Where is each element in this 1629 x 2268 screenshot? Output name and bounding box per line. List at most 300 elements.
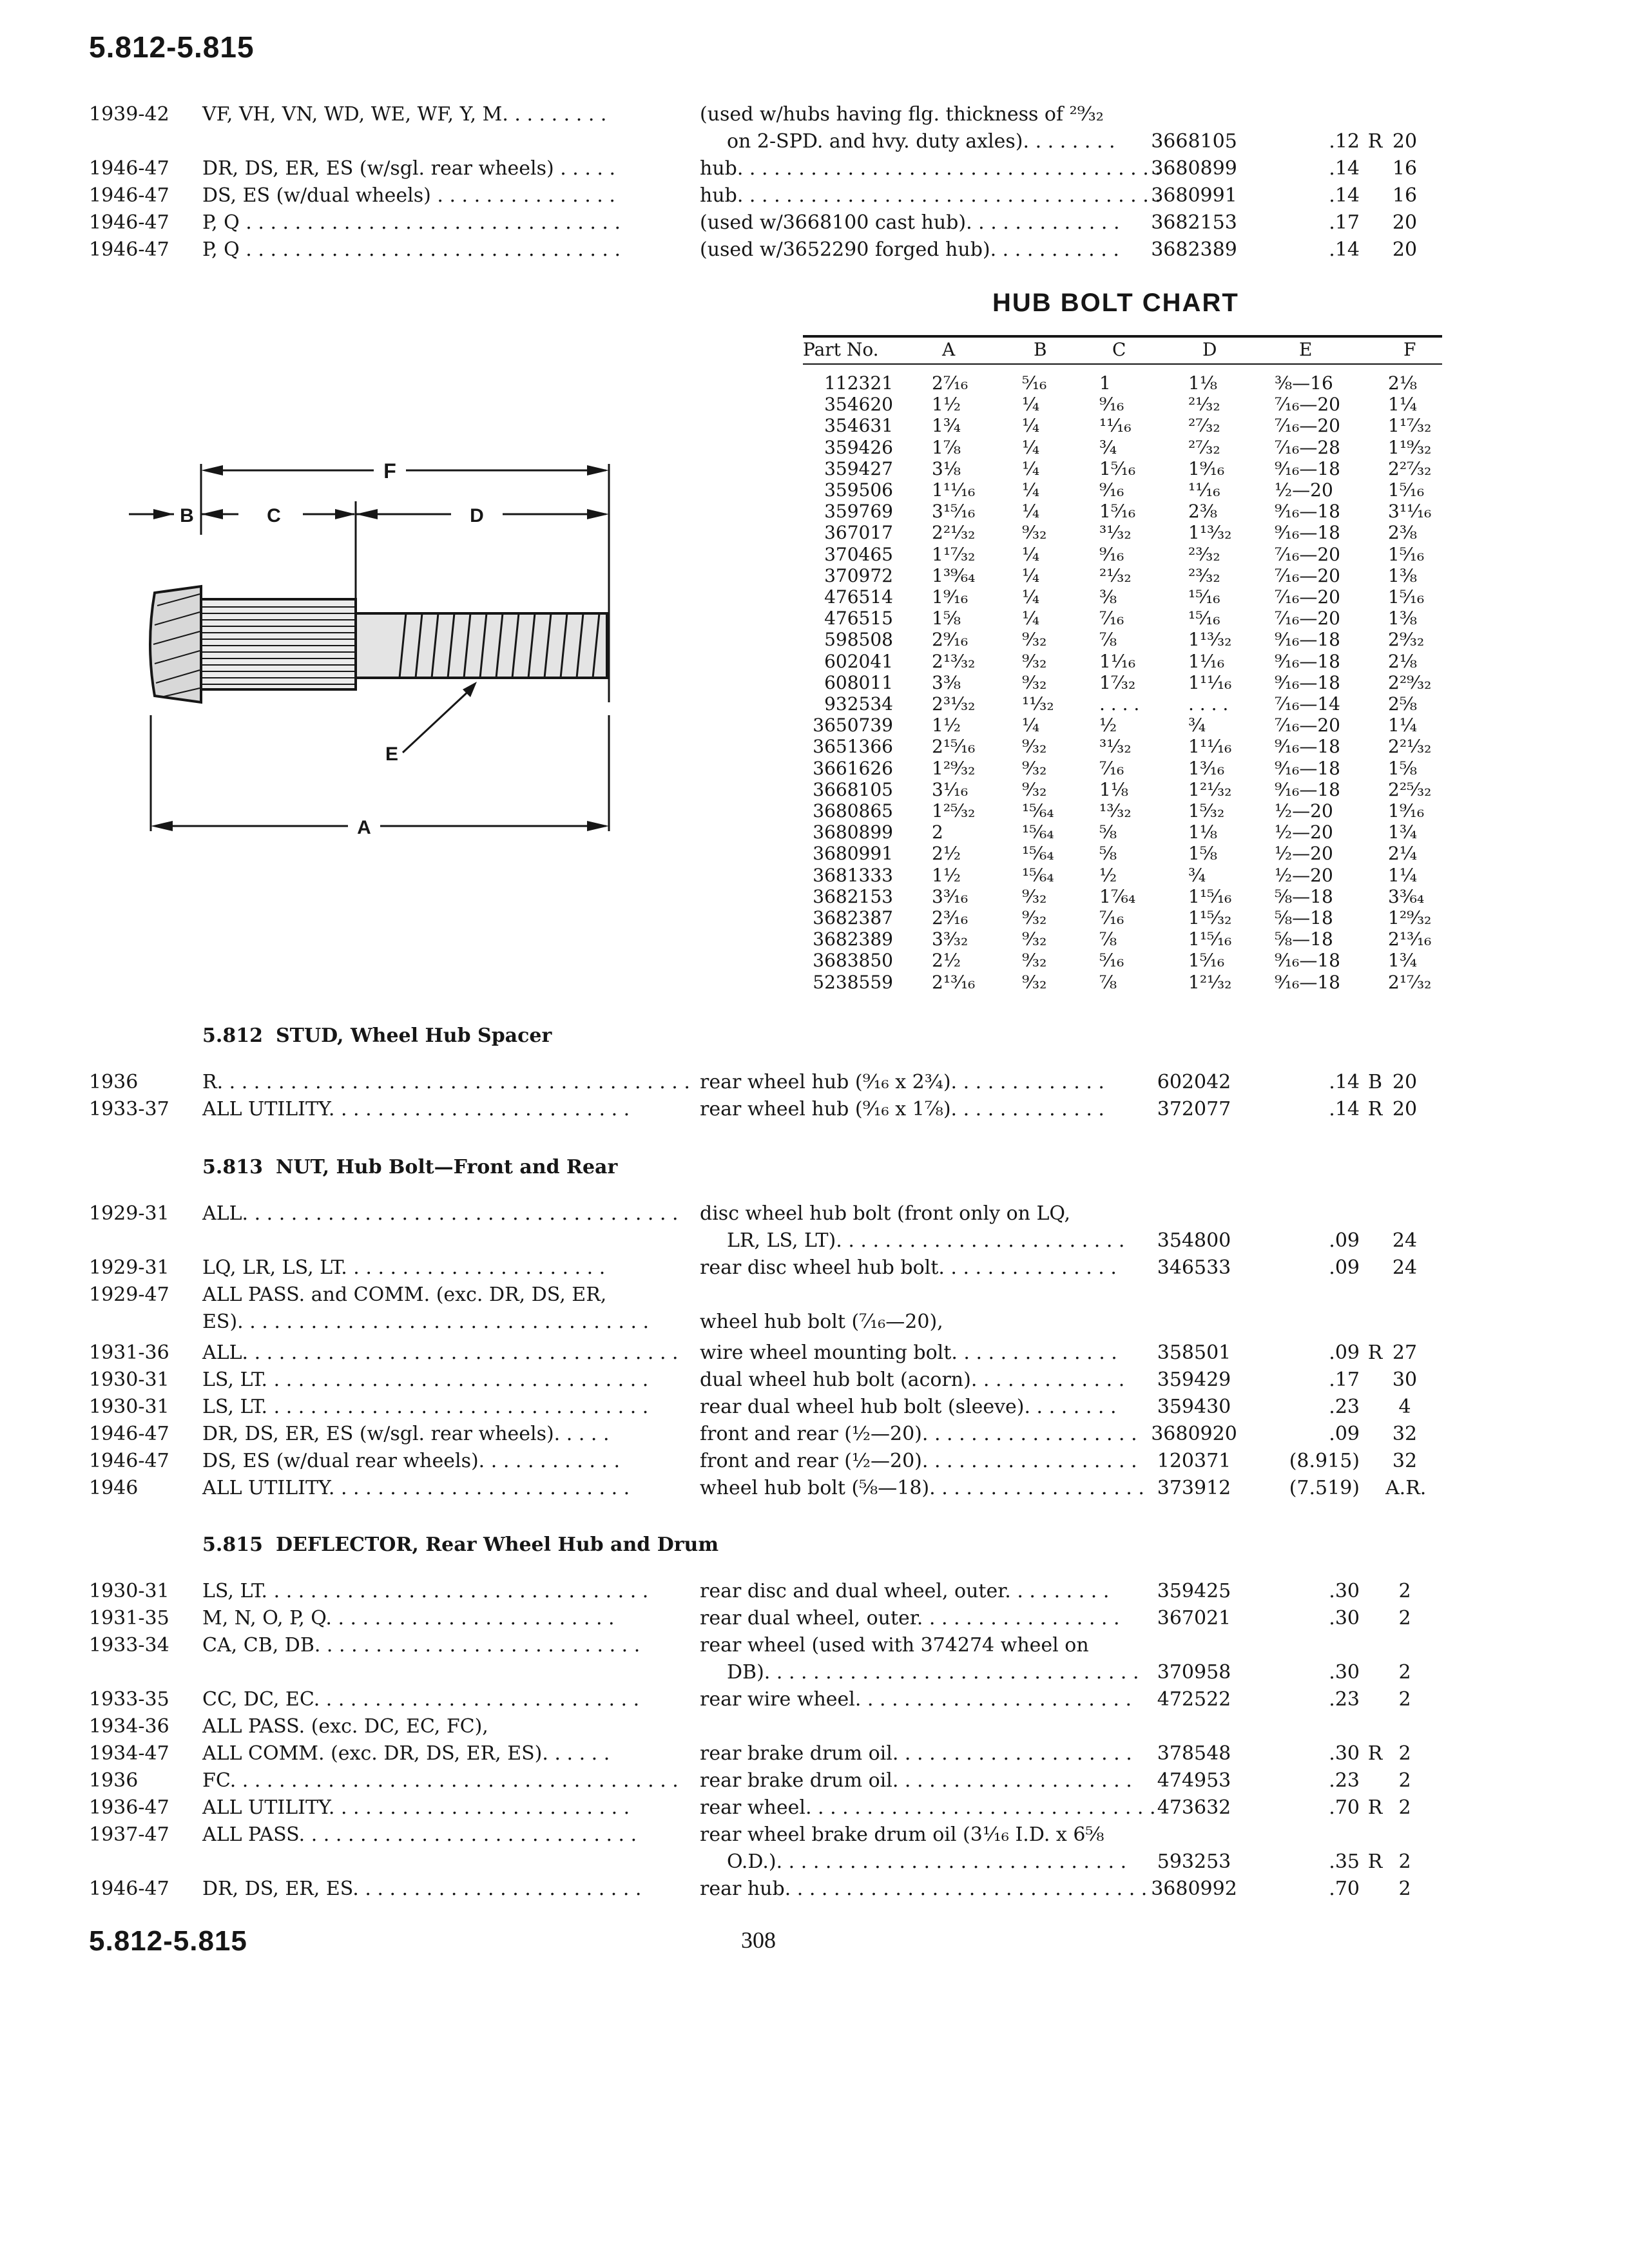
cell-c: ⁷⁄₁₆ [1099,757,1124,779]
cell-e: ½—20 [1275,479,1333,501]
cell-c: ½ [1099,864,1117,886]
row-description: wheel hub bolt (⅝—18). . . . . . . . . . . . . . . . . . [700,1477,1144,1499]
cell-e: ⅜—16 [1275,372,1333,394]
section-number: 5.813 [202,1156,263,1178]
row-description: rear wheel (used with 374274 wheel on [700,1634,1089,1657]
cell-a: 2³⁄₁₆ [932,907,969,928]
part-row [0,1448,1629,1474]
cell-b: ¼ [1022,479,1040,501]
row-quantity: 2 [1398,1607,1411,1629]
row-r-code: R [1367,1742,1383,1765]
col-header-a: A [942,339,956,360]
row-year: 1937-47 [89,1823,169,1846]
row-part-number: 472522 [1157,1688,1231,1711]
row-models: CC, DC, EC. . . . . . . . . . . . . . . . . . . . . . . . . . . [202,1688,640,1711]
cell-part-no: 3680991 [813,843,893,865]
cell-f: 1⁹⁄₁₆ [1388,800,1425,822]
cell-d: 1²¹⁄₃₂ [1188,778,1232,800]
dim-b-label: B [180,505,194,526]
row-year: 1931-35 [89,1607,169,1629]
cell-b: ⁹⁄₃₂ [1022,928,1047,950]
row-price: .09 [1329,1229,1360,1252]
cell-e: ⁹⁄₁₆—18 [1275,736,1340,758]
row-quantity: A.R. [1385,1477,1427,1499]
row-models: ALL UTILITY. . . . . . . . . . . . . . . . . . . . . . . . . [202,1477,630,1499]
row-description: rear disc and dual wheel, outer. . . . . . . . . [700,1580,1110,1602]
cell-b: ⁹⁄₃₂ [1022,736,1047,758]
cell-d: ¾ [1188,715,1206,736]
cell-c: ⁹⁄₁₆ [1099,479,1124,501]
cell-e: ⁷⁄₁₆—20 [1275,715,1340,736]
row-year: 1931-36 [89,1341,169,1364]
cell-c: ⅜ [1099,586,1117,608]
cell-part-no: 476515 [824,608,893,629]
row-price: .09 [1329,1256,1360,1279]
row-description: rear wheel brake drum oil (3¹⁄₁₆ I.D. x 6⅝ [700,1823,1104,1846]
row-year: 1930-31 [89,1369,169,1391]
cell-e: ⁷⁄₁₆—20 [1275,415,1340,437]
cell-part-no: 3651366 [813,736,893,758]
row-description: (used w/3668100 cast hub). . . . . . . . . . . . . [700,211,1120,234]
row-year: 1929-31 [89,1256,169,1279]
row-models: FC. . . . . . . . . . . . . . . . . . . . . . . . . . . . . . . . . . . . . [202,1769,679,1792]
cell-a: 1²⁹⁄₃₂ [932,757,976,779]
cell-a: 1½ [932,394,961,416]
row-description: rear hub. . . . . . . . . . . . . . . . . . . . . . . . . . . . . . [700,1878,1148,1900]
cell-d: 1³⁄₁₆ [1188,757,1225,779]
row-models: ALL PASS. and COMM. (exc. DR, DS, ER, [202,1283,607,1306]
cell-b: ⁹⁄₃₂ [1022,778,1047,800]
cell-d: ²³⁄₃₂ [1188,543,1220,565]
cell-part-no: 3681333 [813,864,893,886]
row-r-code: R [1367,1796,1383,1819]
dim-d-label: D [470,505,484,526]
row-part-number: 3680899 [1151,157,1237,180]
cell-c: ¹¹⁄₁₆ [1099,415,1132,437]
cell-d: 1¹⁵⁄₁₆ [1188,928,1232,950]
row-year: 1939-42 [89,103,169,126]
row-price: .30 [1329,1607,1360,1629]
cell-d: 1¹⁵⁄₁₆ [1188,885,1232,907]
row-quantity: 24 [1392,1256,1418,1279]
row-part-number: 370958 [1157,1661,1231,1684]
cell-b: ¼ [1022,715,1040,736]
row-part-number: 3682153 [1151,211,1237,234]
row-part-number: 359429 [1157,1369,1231,1391]
cell-c: ⁷⁄₁₆ [1099,608,1124,629]
part-row [0,183,1629,209]
cell-d: ²⁷⁄₃₂ [1188,436,1220,458]
cell-e: ⁷⁄₁₆—20 [1275,394,1340,416]
col-header-part-no: Part No. [803,339,879,360]
dim-c-label: C [267,505,281,526]
cell-e: ⅝—18 [1275,907,1333,928]
cell-c: 1⁵⁄₁₆ [1099,501,1136,523]
cell-a: 2½ [932,950,961,972]
row-year: 1946-47 [89,1423,169,1445]
cell-part-no: 3680899 [813,822,893,843]
cell-part-no: 3650739 [813,715,893,736]
row-part-number: 346533 [1157,1256,1231,1279]
row-price: .70 [1329,1878,1360,1900]
cell-part-no: 359769 [824,501,893,523]
cell-c: 1 [1099,372,1111,394]
dim-f-label: F [383,459,396,483]
row-quantity: 20 [1392,130,1418,153]
dim-f-arrow-left [201,465,223,476]
row-price: .23 [1329,1688,1360,1711]
cell-b: ¹⁵⁄₆₄ [1022,843,1054,865]
row-description: rear brake drum oil. . . . . . . . . . . . . . . . . . . . [700,1769,1132,1792]
section-number: 5.812 [202,1024,263,1047]
row-models: DR, DS, ER, ES. . . . . . . . . . . . . . . . . . . . . . . . [202,1878,642,1900]
row-year: 1946-47 [89,1450,169,1472]
row-models: ALL. . . . . . . . . . . . . . . . . . . . . . . . . . . . . . . . . . . . [202,1202,679,1225]
dim-d-arrow-right [587,509,609,519]
cell-f: 2⅛ [1388,372,1417,394]
row-price: .09 [1329,1423,1360,1445]
cell-b: ¹⁵⁄₆₄ [1022,864,1054,886]
cell-part-no: 359427 [824,457,893,479]
cell-b: ⁹⁄₃₂ [1022,950,1047,972]
page-footer-range: 5.812-5.815 [89,1925,247,1957]
row-models: ES). . . . . . . . . . . . . . . . . . . . . . . . . . . . . . . . . . [202,1311,650,1333]
row-quantity: 2 [1398,1742,1411,1765]
row-description: wheel hub bolt (⁷⁄₁₆—20), [700,1311,943,1333]
cell-a: 1³⁹⁄₆₄ [932,564,976,586]
row-part-number: 354800 [1157,1229,1231,1252]
cell-e: ⁷⁄₁₆—20 [1275,543,1340,565]
section-title: STUD, Wheel Hub Spacer [275,1024,552,1047]
cell-a: 2⁷⁄₁₆ [932,372,969,394]
cell-c: . . . . [1099,693,1140,715]
part-row [0,1394,1629,1420]
cell-d: 1⅝ [1188,843,1217,865]
cell-f: 1¼ [1388,715,1417,736]
row-r-code: R [1367,1098,1383,1120]
cell-b: ⁹⁄₃₂ [1022,971,1047,993]
part-row [0,1795,1629,1821]
cell-b: ¼ [1022,564,1040,586]
row-quantity: 27 [1392,1341,1418,1364]
row-year: 1933-35 [89,1688,169,1711]
row-models: ALL COMM. (exc. DR, DS, ER, ES). . . . . . [202,1742,610,1765]
part-row [0,1201,1629,1227]
cell-d: 1²¹⁄₃₂ [1188,971,1232,993]
cell-d: ¾ [1188,864,1206,886]
cell-a: 2 [932,822,943,843]
cell-b: ⁹⁄₃₂ [1022,907,1047,928]
row-description: rear wheel hub (⁹⁄₁₆ x 1⅞). . . . . . . . . . . . . [700,1098,1104,1120]
cell-f: 1⁵⁄₁₆ [1388,479,1425,501]
row-year: 1933-37 [89,1098,169,1120]
cell-d: 1⁹⁄₁₆ [1188,457,1225,479]
row-year: 1936 [89,1769,139,1792]
row-quantity: 20 [1392,1098,1418,1120]
cell-b: ⁹⁄₃₂ [1022,757,1047,779]
row-part-number: 367021 [1157,1607,1231,1629]
cell-a: 1¾ [932,415,961,437]
cell-c: 1⁷⁄₆₄ [1099,885,1136,907]
dim-a-arrow-right [587,821,609,831]
row-description: O.D.). . . . . . . . . . . . . . . . . . . . . . . . . . . . . [727,1850,1127,1873]
cell-a: 1½ [932,715,961,736]
row-year: 1929-47 [89,1283,169,1306]
col-header-f: F [1403,339,1416,360]
row-quantity: 20 [1392,211,1418,234]
cell-f: 1²⁹⁄₃₂ [1388,907,1432,928]
cell-b: ⁹⁄₃₂ [1022,885,1047,907]
cell-a: 1⅞ [932,436,961,458]
part-row [0,1282,1629,1308]
col-header-c: C [1112,339,1126,360]
hub-bolt-chart-title: HUB BOLT CHART [992,289,1239,317]
cell-c: ³¹⁄₃₂ [1099,736,1132,758]
cell-a: 1¹⁷⁄₃₂ [932,543,976,565]
row-part-number: 3668105 [1151,130,1237,153]
cell-f: 2¹³⁄₁₆ [1388,928,1432,950]
row-part-number: 359425 [1157,1580,1231,1602]
cell-b: ¼ [1022,543,1040,565]
cell-e: ⁷⁄₁₆—28 [1275,436,1340,458]
cell-c: ³¹⁄₃₂ [1099,522,1132,544]
bolt-head [150,586,201,702]
part-row [0,1741,1629,1767]
row-models: ALL. . . . . . . . . . . . . . . . . . . . . . . . . . . . . . . . . . . . [202,1341,679,1364]
cell-c: 1¹⁄₁₆ [1099,650,1136,672]
row-quantity: 32 [1392,1450,1418,1472]
row-price: .30 [1329,1742,1360,1765]
row-models: ALL PASS. . . . . . . . . . . . . . . . . . . . . . . . . . . . [202,1823,637,1846]
part-row [0,102,1629,128]
cell-c: ⁹⁄₁₆ [1099,394,1124,416]
part-row [0,1579,1629,1604]
row-price: (7.519) [1289,1477,1360,1499]
row-quantity: 2 [1398,1769,1411,1792]
cell-f: 1¼ [1388,394,1417,416]
row-r-code: R [1367,1850,1383,1873]
col-header-d: D [1202,339,1217,360]
row-year: 1934-47 [89,1742,169,1765]
row-models: ALL UTILITY. . . . . . . . . . . . . . . . . . . . . . . . . [202,1098,630,1120]
row-part-number: 3680992 [1151,1878,1237,1900]
row-price: .17 [1329,211,1360,234]
chart-top-rule [803,335,1442,338]
part-row [0,1768,1629,1794]
col-header-b: B [1034,339,1047,360]
row-models: DR, DS, ER, ES (w/sgl. rear wheels). . . . . [202,1423,610,1445]
row-part-number: 120371 [1157,1450,1231,1472]
row-description: hub. . . . . . . . . . . . . . . . . . . . . . . . . . . . . . . . . . . [700,184,1161,207]
row-models: DS, ES (w/dual wheels) . . . . . . . . . . . . . . . [202,184,615,207]
dim-a-arrow-left [151,821,173,831]
row-year: 1936-47 [89,1796,169,1819]
row-description: front and rear (½—20). . . . . . . . . . . . . . . . . . [700,1423,1137,1445]
cell-part-no: 932534 [824,693,893,715]
cell-c: ⅞ [1099,629,1117,651]
cell-b: ⁹⁄₃₂ [1022,671,1047,693]
cell-e: ⁹⁄₁₆—18 [1275,629,1340,651]
row-price: .17 [1329,1369,1360,1391]
cell-e: ⁹⁄₁₆—18 [1275,501,1340,523]
part-row [0,1475,1629,1501]
cell-f: 2⅝ [1388,693,1417,715]
cell-a: 2¹³⁄₁₆ [932,971,976,993]
row-models: LQ, LR, LS, LT. . . . . . . . . . . . . . . . . . . . . . [202,1256,606,1279]
cell-c: ⅞ [1099,928,1117,950]
cell-e: ⁹⁄₁₆—18 [1275,650,1340,672]
row-price: .23 [1329,1396,1360,1418]
cell-part-no: 608011 [824,671,893,693]
cell-c: ⁹⁄₁₆ [1099,543,1124,565]
cell-c: ½ [1099,715,1117,736]
cell-c: ⁷⁄₁₆ [1099,907,1124,928]
cell-part-no: 3682389 [813,928,893,950]
cell-part-no: 3680865 [813,800,893,822]
part-row [0,129,1629,155]
part-row [0,1606,1629,1631]
cell-d: 1¹¹⁄₁₆ [1188,736,1232,758]
row-quantity: 2 [1398,1688,1411,1711]
cell-part-no: 3682153 [813,885,893,907]
cell-f: 1¾ [1388,950,1417,972]
part-row [0,1714,1629,1740]
cell-f: 1⅜ [1388,608,1417,629]
cell-b: ¼ [1022,501,1040,523]
part-row [0,210,1629,236]
cell-e: ⁷⁄₁₆—20 [1275,586,1340,608]
cell-d: 1⁵⁄₁₆ [1188,950,1225,972]
row-year: 1936 [89,1071,139,1093]
row-description: rear wheel. . . . . . . . . . . . . . . . . . . . . . . . . . . . . [700,1796,1156,1819]
cell-a: 1¹¹⁄₁₆ [932,479,976,501]
cell-d: 1⅛ [1188,822,1217,843]
cell-c: 1⁵⁄₁₆ [1099,457,1136,479]
row-quantity: 20 [1392,1071,1418,1093]
row-description: rear wire wheel. . . . . . . . . . . . . . . . . . . . . . . [700,1688,1132,1711]
cell-b: ¹⁵⁄₆₄ [1022,822,1054,843]
row-quantity: 2 [1398,1580,1411,1602]
col-header-e: E [1299,339,1313,360]
cell-b: ¼ [1022,608,1040,629]
row-quantity: 16 [1392,157,1418,180]
cell-c: ⅝ [1099,822,1117,843]
part-row [0,1340,1629,1366]
cell-f: 1¾ [1388,822,1417,843]
row-part-number: 3680920 [1151,1423,1237,1445]
part-row [0,1255,1629,1281]
cell-part-no: 3668105 [813,778,893,800]
row-quantity: 24 [1392,1229,1418,1252]
row-year: 1946 [89,1477,139,1499]
row-quantity: 16 [1392,184,1418,207]
row-part-number: 473632 [1157,1796,1231,1819]
cell-d: 1¹¹⁄₁₆ [1188,671,1232,693]
cell-part-no: 359426 [824,436,893,458]
row-models: ALL PASS. (exc. DC, EC, FC), [202,1715,488,1738]
cell-f: 2²⁹⁄₃₂ [1388,671,1432,693]
row-price: .23 [1329,1769,1360,1792]
cell-d: 1¹³⁄₃₂ [1188,522,1232,544]
cell-part-no: 354620 [824,394,893,416]
cell-part-no: 367017 [824,522,893,544]
part-row [0,1687,1629,1713]
cell-a: 3³⁄₁₆ [932,885,969,907]
cell-b: ¼ [1022,457,1040,479]
row-year: 1946-47 [89,211,169,234]
cell-a: 2²¹⁄₃₂ [932,522,976,544]
row-r-code: R [1367,1341,1383,1364]
cell-e: ⁹⁄₁₆—18 [1275,671,1340,693]
dim-d-arrow-left [356,509,378,519]
cell-part-no: 112321 [824,372,893,394]
cell-f: 2¼ [1388,843,1417,865]
row-part-number: 3680991 [1151,184,1237,207]
chart-header-rule [803,363,1442,365]
row-price: .14 [1329,1071,1360,1093]
row-models: P, Q . . . . . . . . . . . . . . . . . . . . . . . . . . . . . . . [202,238,621,261]
cell-part-no: 5238559 [813,971,893,993]
cell-d: ¹¹⁄₁₆ [1188,479,1220,501]
cell-d: 1¹⁄₁₆ [1188,650,1225,672]
cell-e: ½—20 [1275,800,1333,822]
cell-a: 2¹⁵⁄₁₆ [932,736,976,758]
row-quantity: 2 [1398,1796,1411,1819]
cell-c: ⅞ [1099,971,1117,993]
cell-a: 2¹³⁄₃₂ [932,650,976,672]
cell-b: ¹⁵⁄₆₄ [1022,800,1054,822]
row-year: 1929-31 [89,1202,169,1225]
cell-a: 3¹⁵⁄₁₆ [932,501,976,523]
cell-e: ½—20 [1275,822,1333,843]
cell-f: 1¹⁷⁄₃₂ [1388,415,1432,437]
part-row [0,1660,1629,1686]
cell-e: ⁹⁄₁₆—18 [1275,778,1340,800]
cell-a: 3⅜ [932,671,961,693]
row-models: LS, LT. . . . . . . . . . . . . . . . . . . . . . . . . . . . . . . . [202,1580,649,1602]
cell-d: ²⁷⁄₃₂ [1188,415,1220,437]
cell-part-no: 370972 [824,564,893,586]
row-quantity: 32 [1392,1423,1418,1445]
cell-f: 3¹¹⁄₁₆ [1388,501,1432,523]
row-price: .30 [1329,1580,1360,1602]
cell-e: ⁹⁄₁₆—18 [1275,522,1340,544]
cell-d: 1¹⁵⁄₃₂ [1188,907,1232,928]
row-price: .14 [1329,1098,1360,1120]
row-models: M, N, O, P, Q. . . . . . . . . . . . . . . . . . . . . . . . [202,1607,615,1629]
row-r-code: B [1367,1071,1383,1093]
cell-part-no: 3683850 [813,950,893,972]
cell-d: 1⁵⁄₃₂ [1188,800,1225,822]
cell-e: ⁷⁄₁₆—20 [1275,564,1340,586]
cell-f: 2⅛ [1388,650,1417,672]
dim-b-arrow [153,509,174,519]
row-description: rear dual wheel, outer. . . . . . . . . . . . . . . . . [700,1607,1120,1629]
cell-d: . . . . [1188,693,1229,715]
row-description: disc wheel hub bolt (front only on LQ, [700,1202,1071,1225]
row-quantity: 2 [1398,1850,1411,1873]
row-description: wire wheel mounting bolt. . . . . . . . . . . . . . [700,1341,1117,1364]
cell-a: 2⁹⁄₁₆ [932,629,969,651]
cell-f: 2⁹⁄₃₂ [1388,629,1425,651]
part-row [0,1633,1629,1658]
row-description: (used w/hubs having flg. thickness of ²⁹⁄₃₂ [700,103,1104,126]
row-price: (8.915) [1289,1450,1360,1472]
row-description: rear wheel hub (⁹⁄₁₆ x 2¾). . . . . . . . . . . . . [700,1071,1104,1093]
row-price: .09 [1329,1341,1360,1364]
cell-a: 2³¹⁄₃₂ [932,693,976,715]
cell-f: 1⁵⁄₁₆ [1388,543,1425,565]
